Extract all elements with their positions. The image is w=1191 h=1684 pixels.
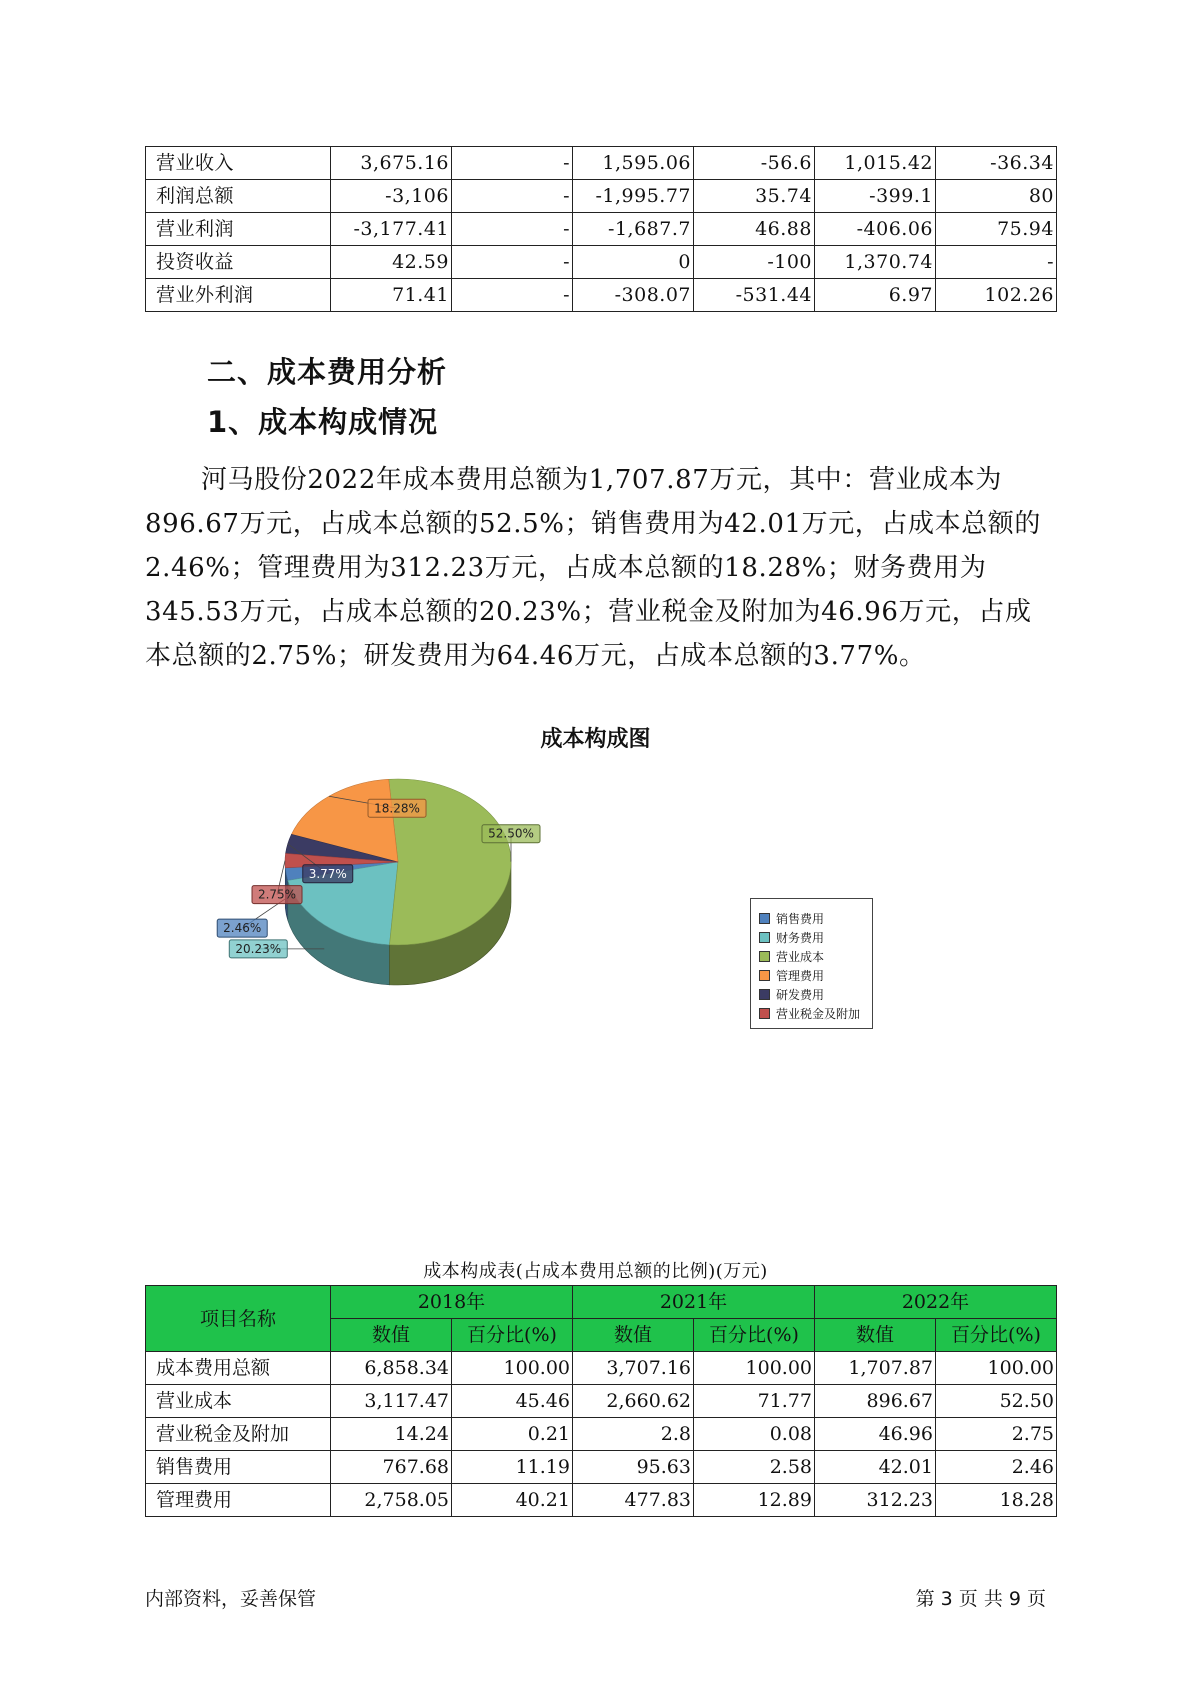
table-cell: 3,117.47 xyxy=(331,1385,452,1418)
legend-label: 财务费用 xyxy=(776,931,825,945)
table-cell: -3,106 xyxy=(331,180,452,213)
table-cell: 46.96 xyxy=(815,1418,936,1451)
header-year-2022: 2022年 xyxy=(815,1286,1057,1319)
table-cell: 767.68 xyxy=(331,1451,452,1484)
row-label: 营业收入 xyxy=(146,147,331,180)
table-cell: -399.1 xyxy=(815,180,936,213)
table-cell: 1,595.06 xyxy=(573,147,694,180)
table-cell: 0.08 xyxy=(694,1418,815,1451)
pie-data-label: 20.23% xyxy=(235,941,282,956)
legend-item xyxy=(759,985,872,1004)
chart-legend xyxy=(750,898,873,1029)
income-table xyxy=(145,146,1057,312)
table-cell: -3,177.41 xyxy=(331,213,452,246)
header-value: 数值 xyxy=(573,1319,694,1352)
pie-data-label: 52.50% xyxy=(488,826,534,841)
table-cell: 896.67 xyxy=(815,1385,936,1418)
table-cell: 6,858.34 xyxy=(331,1352,452,1385)
row-label: 利润总额 xyxy=(146,180,331,213)
table-cell: 102.26 xyxy=(936,279,1057,312)
row-label: 投资收益 xyxy=(146,246,331,279)
table-cell: 35.74 xyxy=(694,180,815,213)
table-row xyxy=(146,279,1057,312)
row-label: 营业外利润 xyxy=(146,279,331,312)
pie-data-label: 2.46% xyxy=(223,921,262,936)
table-row xyxy=(146,1484,1057,1517)
header-percent: 百分比(%) xyxy=(694,1319,815,1352)
table-cell: 2.58 xyxy=(694,1451,815,1484)
table-cell: 2,660.62 xyxy=(573,1385,694,1418)
table-row xyxy=(146,1451,1057,1484)
table-cell: 2,758.05 xyxy=(331,1484,452,1517)
table-row xyxy=(146,1385,1057,1418)
legend-item xyxy=(759,909,872,928)
table-cell: 42.01 xyxy=(815,1451,936,1484)
header-percent: 百分比(%) xyxy=(936,1319,1057,1352)
legend-swatch xyxy=(759,1008,770,1019)
table-cell: 71.77 xyxy=(694,1385,815,1418)
legend-item xyxy=(759,928,872,947)
legend-label: 研发费用 xyxy=(776,988,825,1002)
table-row xyxy=(146,1418,1057,1451)
table-cell: 12.89 xyxy=(694,1484,815,1517)
footer-confidential: 内部资料，妥善保管 xyxy=(145,1588,317,1610)
legend-label: 营业成本 xyxy=(776,950,825,964)
legend-label: 管理费用 xyxy=(776,969,825,983)
legend-label: 销售费用 xyxy=(776,912,825,926)
table-cell: 95.63 xyxy=(573,1451,694,1484)
row-label: 营业税金及附加 xyxy=(146,1418,331,1451)
table-cell: 52.50 xyxy=(936,1385,1057,1418)
analysis-paragraph: 河马股份2022年成本费用总额为1,707.87万元，其中：营业成本为896.67万元，占成本总额的52.5%；销售费用为42.01万元，占成本总额的2.46%；管理费用为312.23万元，占成本总额的18.28%；财务费用为345.53万元，占成本总额的20.23%；营业税金及附加为46.96万元，占成本总额的2.75%；研发费用为64.46万元，占成本总额的3.77%。 xyxy=(145,465,1042,671)
table-cell: - xyxy=(452,279,573,312)
row-label: 营业成本 xyxy=(146,1385,331,1418)
table-cell: - xyxy=(452,246,573,279)
table-cell: 100.00 xyxy=(452,1352,573,1385)
pie-chart xyxy=(223,770,670,1050)
table-cell: 2.8 xyxy=(573,1418,694,1451)
table-cell: - xyxy=(452,147,573,180)
table-cell: - xyxy=(452,180,573,213)
table-cell: 45.46 xyxy=(452,1385,573,1418)
table-cell: 477.83 xyxy=(573,1484,694,1517)
table-cell: 11.19 xyxy=(452,1451,573,1484)
table-caption: 成本构成表(占成本费用总额的比例)(万元) xyxy=(423,1261,768,1282)
legend-item xyxy=(759,1004,872,1023)
pie-data-label: 18.28% xyxy=(374,801,420,816)
table-cell: 2.46 xyxy=(936,1451,1057,1484)
table-cell: 71.41 xyxy=(331,279,452,312)
row-label: 销售费用 xyxy=(146,1451,331,1484)
table-cell: 46.88 xyxy=(694,213,815,246)
table-cell: 40.21 xyxy=(452,1484,573,1517)
table-cell: 2.75 xyxy=(936,1418,1057,1451)
table-cell: 0 xyxy=(573,246,694,279)
table-cell: -100 xyxy=(694,246,815,279)
legend-swatch xyxy=(759,989,770,1000)
table-row xyxy=(146,1352,1057,1385)
header-percent: 百分比(%) xyxy=(452,1319,573,1352)
table-cell: -1,687.7 xyxy=(573,213,694,246)
cost-structure-table xyxy=(145,1285,1057,1517)
table-cell: 1,015.42 xyxy=(815,147,936,180)
table-cell: -36.34 xyxy=(936,147,1057,180)
header-value: 数值 xyxy=(815,1319,936,1352)
table-row xyxy=(146,147,1057,180)
header-year-2018: 2018年 xyxy=(331,1286,573,1319)
section-heading: 二、成本费用分析 xyxy=(207,355,448,389)
legend-swatch xyxy=(759,951,770,962)
header-item-name: 项目名称 xyxy=(146,1286,331,1352)
legend-item xyxy=(759,966,872,985)
footer-page-number: 第 3 页 共 9 页 xyxy=(915,1588,1046,1610)
table-cell: 100.00 xyxy=(936,1352,1057,1385)
table-cell: 1,370.74 xyxy=(815,246,936,279)
legend-swatch xyxy=(759,913,770,924)
table-cell: 312.23 xyxy=(815,1484,936,1517)
row-label: 管理费用 xyxy=(146,1484,331,1517)
table-cell: 18.28 xyxy=(936,1484,1057,1517)
pie-data-label: 3.77% xyxy=(308,866,347,881)
table-cell: 3,675.16 xyxy=(331,147,452,180)
legend-swatch xyxy=(759,932,770,943)
table-cell: 80 xyxy=(936,180,1057,213)
legend-item xyxy=(759,947,872,966)
table-cell: -308.07 xyxy=(573,279,694,312)
legend-label: 营业税金及附加 xyxy=(776,1007,861,1021)
legend-swatch xyxy=(759,970,770,981)
table-cell: 100.00 xyxy=(694,1352,815,1385)
table-row xyxy=(146,180,1057,213)
table-cell: 0.21 xyxy=(452,1418,573,1451)
table-row xyxy=(146,213,1057,246)
pie-data-label: 2.75% xyxy=(257,887,297,902)
header-value: 数值 xyxy=(331,1319,452,1352)
row-label: 营业利润 xyxy=(146,213,331,246)
sub-heading: 1、成本构成情况 xyxy=(207,405,439,439)
table-cell: -406.06 xyxy=(815,213,936,246)
table-cell: -1,995.77 xyxy=(573,180,694,213)
table-cell: 75.94 xyxy=(936,213,1057,246)
table-cell: -56.6 xyxy=(694,147,815,180)
table-cell: 42.59 xyxy=(331,246,452,279)
table-cell: - xyxy=(936,246,1057,279)
table-cell: 1,707.87 xyxy=(815,1352,936,1385)
table-cell: 14.24 xyxy=(331,1418,452,1451)
header-year-2021: 2021年 xyxy=(573,1286,815,1319)
table-cell: - xyxy=(452,213,573,246)
row-label: 成本费用总额 xyxy=(146,1352,331,1385)
table-row xyxy=(146,246,1057,279)
table-cell: -531.44 xyxy=(694,279,815,312)
chart-title: 成本构成图 xyxy=(540,727,651,752)
table-cell: 3,707.16 xyxy=(573,1352,694,1385)
table-cell: 6.97 xyxy=(815,279,936,312)
